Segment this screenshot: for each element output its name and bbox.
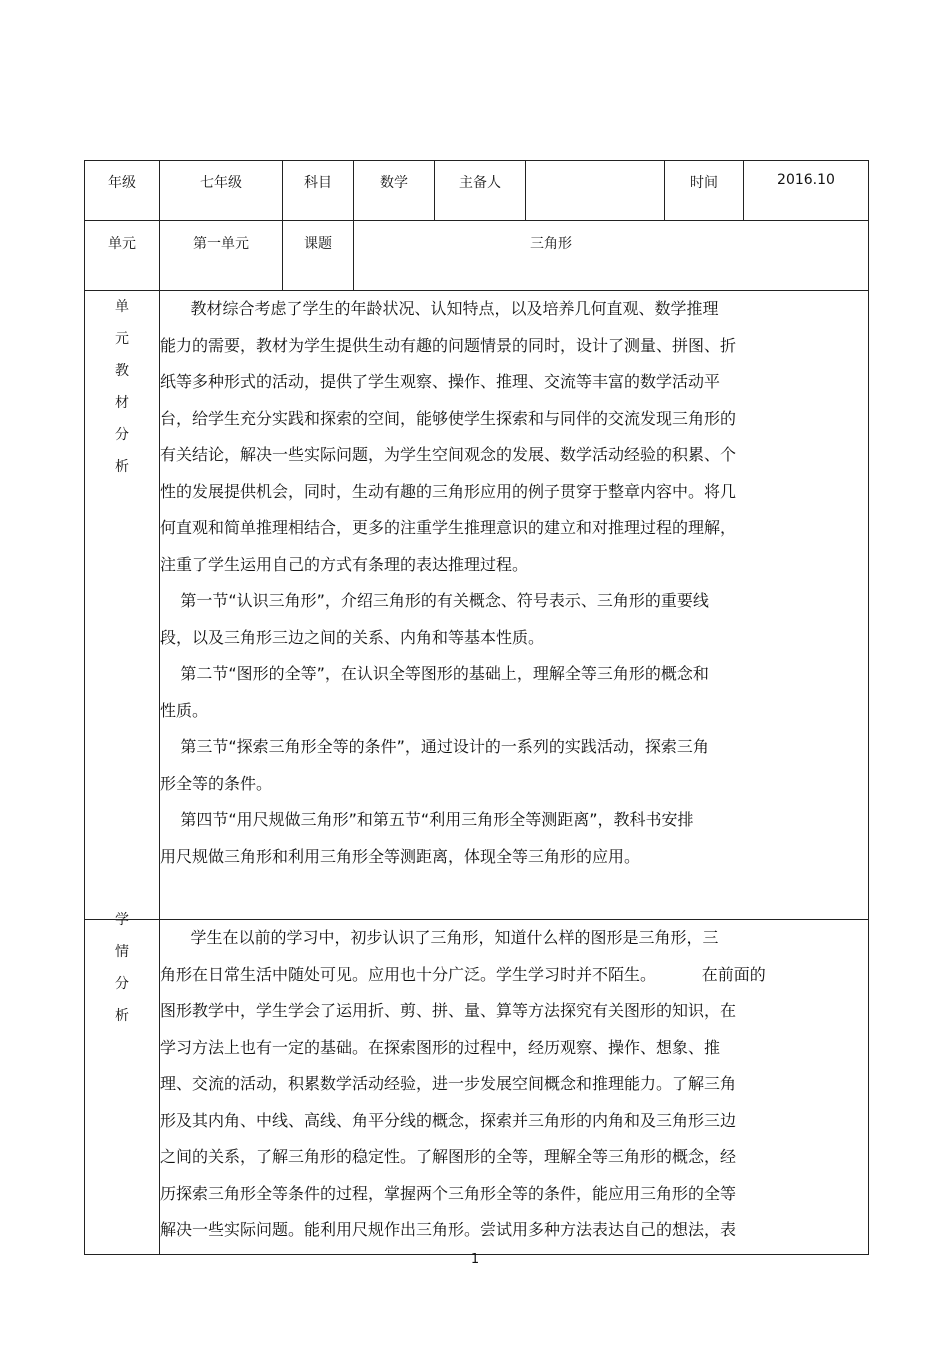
student-analysis-content [160,920,869,1255]
textbook-analysis-paragraph: 第四节“用尺规做三角形”和第五节“利用三角形全等测距离”，教科书安排 用尺规做三角形和利用三角形全等测距离，体现全等三角形的应用。 [160,810,694,866]
textbook-analysis-label-char: 元 [115,331,129,347]
textbook-analysis-label-char: 分 [115,427,129,443]
textbook-analysis-paragraph: 第二节“图形的全等”，在认识全等图形的基础上，理解全等三角形的概念和 性质。 [160,664,709,720]
textbook-analysis-content [160,291,869,920]
grade-label: 年级 [85,161,160,221]
lesson-label: 课题 [283,221,354,291]
student-analysis-label-char: 情 [115,944,129,960]
textbook-analysis-label-char: 析 [115,459,129,475]
textbook-analysis-paragraph: 第一节“认识三角形”，介绍三角形的有关概念、符号表示、三角形的重要线 段，以及三角形三边之间的关系、内角和等基本性质。 [160,591,709,647]
student-analysis-label-char: 分 [115,976,129,992]
textbook-analysis-paragraph: 第三节“探索三角形全等的条件”，通过设计的一系列的实践活动，探索三角 形全等的条件。 [160,737,709,793]
page-number: 1 [470,1252,480,1267]
student-analysis-label-char: 析 [115,1008,129,1024]
lesson-value: 三角形 [354,221,869,291]
textbook-analysis-label-char: 教 [115,363,129,379]
unit-value: 第一单元 [160,221,283,291]
time-value: 2016.10 [744,161,869,221]
subject-label: 科目 [283,161,354,221]
student-analysis-label [85,912,160,1255]
time-label: 时间 [665,161,744,221]
textbook-analysis-label-char: 材 [115,395,129,411]
preparer-value [526,161,665,221]
textbook-analysis-label [85,291,160,920]
student-analysis-label-char: 学 [115,912,129,928]
unit-label: 单元 [85,221,160,291]
student-analysis-paragraph: 学生在以前的学习中，初步认识了三角形，知道什么样的图形是三角形，三 角形在日常生活中随处可见。应用也十分广泛。学生学习时并不陌生。 在前面的 图形教学中，学生学会了运用折、剪、拼、量、算等方法探究有关图形的知识，在 学习方法上也有一定的基础。在探索图形的过程中，经历观察、操作、想象、推 理、交流的活动，积累数学活动经验，进一步发展空间概念和推理能力。了解三角 形及其内角、中线、高线、角平分线的概念，探索并三角形的内角和及三角形三边 之间的关系，了解三角形的稳定性。了解图形的全等，理解全等三角形的概念，经 历探索三角形全等条件的过程，掌握两个三角形全等的条件，能应用三角形的全等 解决一些实际问题。能利用尺规作出三角形。尝试用多种方法表达自己的想法，表 [160,928,766,1239]
grade-value: 七年级 [160,161,283,221]
lesson-plan-table [84,160,869,1255]
textbook-analysis-label-char: 单 [115,299,129,315]
subject-value: 数学 [354,161,435,221]
textbook-analysis-paragraph: 教材综合考虑了学生的年龄状况、认知特点，以及培养几何直观、数学推理 能力的需要，教材为学生提供生动有趣的问题情景的同时，设计了测量、拼图、折 纸等多种形式的活动，提供了学生观察、操作、推理、交流等丰富的数学活动平 台，给学生充分实践和探索的空间，能够使学生探索和与同伴的交流发现三角形的 有关结论，解决一些实际问题，为学生空间观念的发展、数学活动经验的积累、个 性的发展提供机会，同时，生动有趣的三角形应用的例子贯穿于整章内容中。将几 何直观和简单推理相结合，更多的注重学生推理意识的建立和对推理过程的理解， 注重了学生运用自己的方式有条理的表达推理过程。 [160,299,737,574]
preparer-label: 主备人 [435,161,526,221]
